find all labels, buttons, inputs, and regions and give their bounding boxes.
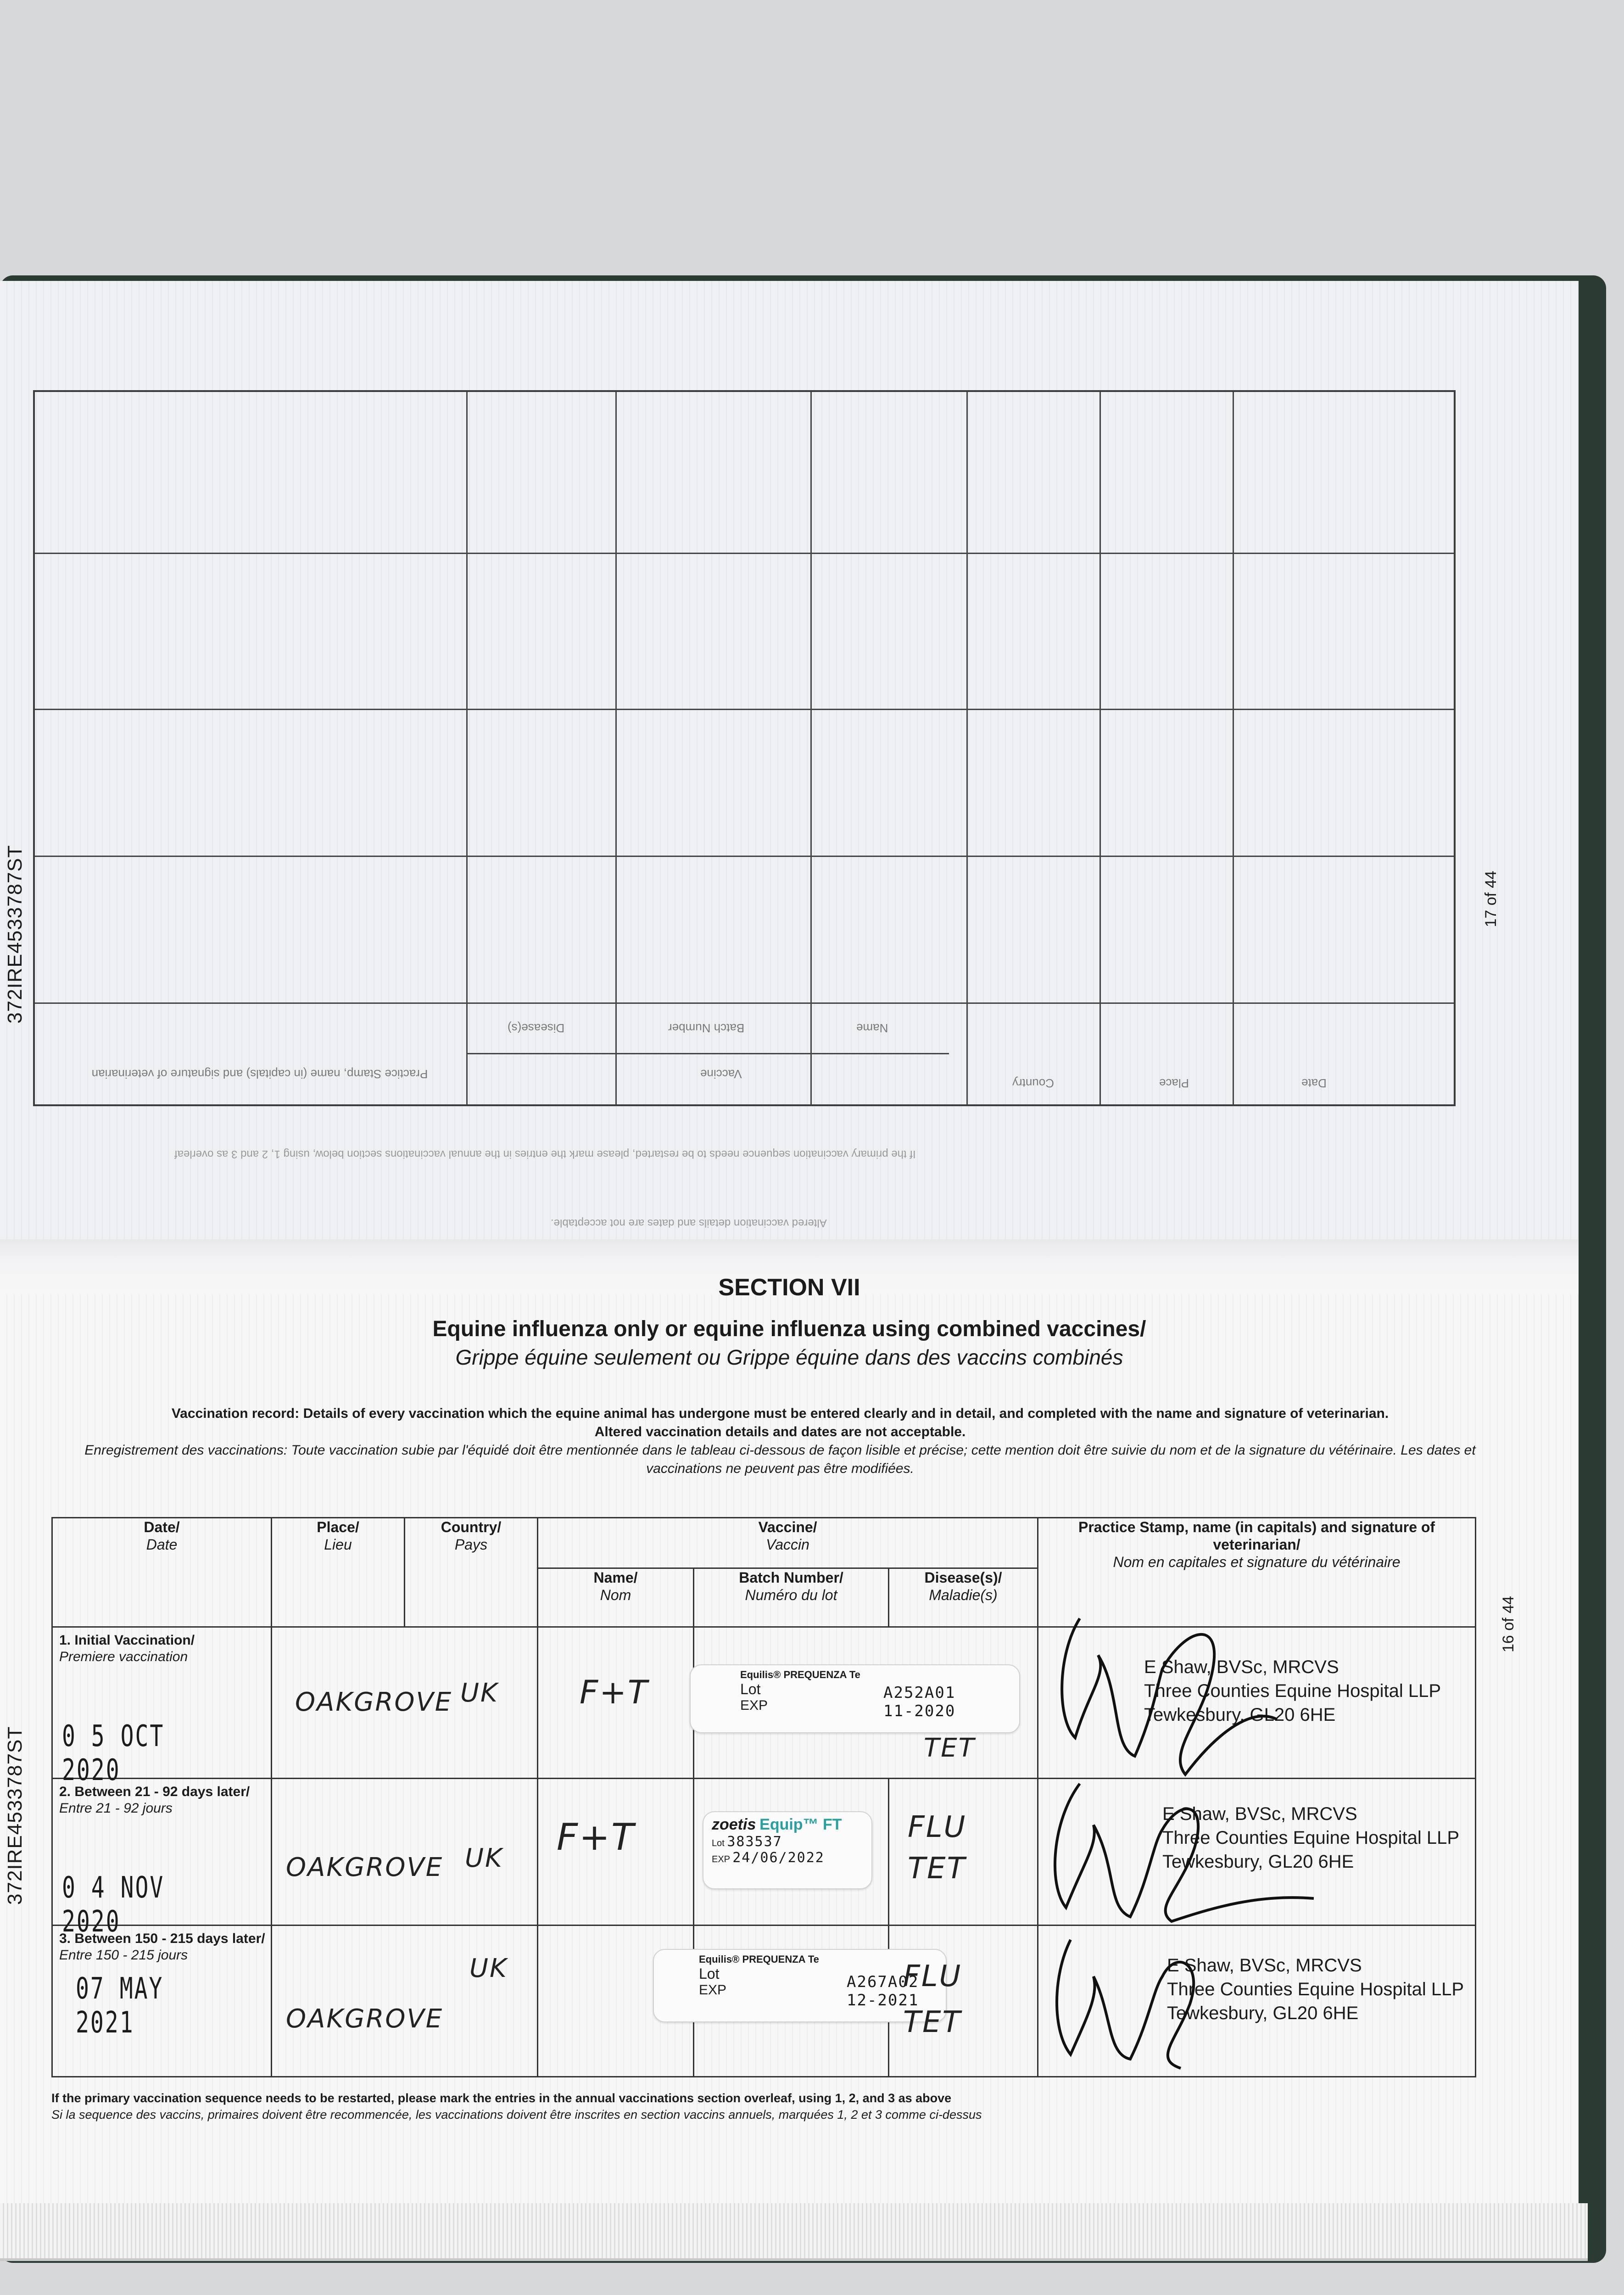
signature-image	[1048, 1600, 1286, 1793]
handwritten-country: UK	[460, 1678, 499, 1708]
signature-image	[1038, 1770, 1314, 1935]
practice-stamp: E Shaw, BVSc, MRCVS Three Counties Equine Hospital LLP Tewkesbury, GL20 6HE	[1144, 1657, 1441, 1725]
header-batch-upside-down: Batch Number	[668, 1021, 745, 1035]
reference-id-top: 372IRE4533787ST	[4, 845, 26, 1024]
cell-date: 2. Between 21 - 92 days later/ Entre 21 - 92 jours 0 4 NOV 2020	[52, 1779, 272, 1926]
batch-sticker: Equilis® PREQUENZA Te Lot EXP A267A02 12-2021	[653, 1949, 947, 2022]
cell-vaccine-name	[538, 1627, 694, 1779]
note-upside-down-1: If the primary vaccination sequence needs to be restarted, please mark the entries in the annual vaccinations section below, using 1, 2 and 3 as overleaf	[174, 1148, 916, 1160]
table-row	[52, 1779, 1476, 1926]
col-place: Place/ Lieu	[272, 1518, 405, 1627]
cell-place-country	[272, 1627, 538, 1779]
cell-disease	[889, 1779, 1038, 1926]
vaccination-table	[51, 1517, 1476, 2077]
cell-place-country	[272, 1779, 538, 1926]
expiry: 11-2020	[883, 1702, 956, 1720]
handwritten-place: OAKGROVE	[286, 1853, 444, 1882]
col-disease: Disease(s)/ Maladie(s)	[889, 1568, 1038, 1627]
section-heading-en: Equine influenza only or equine influenza using combined vaccines/	[432, 1317, 1146, 1341]
batch-sticker: Equilis® PREQUENZA Te Lot EXP A252A01 11-2020	[690, 1664, 1020, 1733]
cell-place-country	[272, 1926, 538, 2077]
section-heading-fr: Grippe équine seulement ou Grippe équine dans des vaccins combinés	[455, 1345, 1123, 1369]
header-name-upside-down: Name	[856, 1021, 888, 1035]
signature-image	[1038, 1921, 1213, 2077]
practice-stamp: E Shaw, BVSc, MRCVS Three Counties Equine Hospital LLP Tewkesbury, GL20 6HE	[1167, 1955, 1464, 2023]
instruction-fr: Enregistrement des vaccinations: Toute vaccination subie par l'équidé doit être mentionnée dans le tableau ci-dessous de façon lisible et précise; cette mention doit être suivie du nom et de la signature du vétérinaire. Les dates et vaccinations ne peuvent pas être modifiées.	[84, 1443, 1476, 1476]
annual-vaccination-table-blank	[33, 390, 1456, 1106]
col-stamp: Practice Stamp, name (in capitals) and signature of veterinarian/ Nom en capitales et signature du vétérinaire	[1038, 1518, 1476, 1627]
header-disease-upside-down: Disease(s)	[508, 1021, 565, 1035]
cell-stamp	[1038, 1926, 1476, 2077]
instruction-en-2: Altered vaccination details and dates are not acceptable.	[594, 1424, 966, 1439]
lot-number: A267A02	[847, 1973, 919, 1991]
cell-date: 3. Between 150 - 215 days later/ Entre 150 - 215 jours 07 MAY 2021	[52, 1926, 272, 2077]
handwritten-country: UK	[469, 1954, 508, 1983]
instruction-en: Vaccination record: Details of every vaccination which the equine animal has undergone must be entered clearly and in detail, and completed with the name and signature of veterinarian.	[171, 1406, 1389, 1421]
col-vaccine: Vaccine/ Vaccin	[538, 1518, 1038, 1568]
cell-batch-disease	[694, 1627, 1038, 1779]
batch-sticker: zoetis Equip™ FT Lot 383537 EXP 24/06/2022	[703, 1811, 872, 1889]
cell-stamp	[1038, 1779, 1476, 1926]
footer-note-en: If the primary vaccination sequence needs to be restarted, please mark the entries in the annual vaccinations section overleaf, using 1, 2, and 3 as above	[51, 2091, 952, 2105]
handwritten-disease: FLU TET	[903, 1959, 962, 2039]
header-place-upside-down: Place	[1159, 1076, 1189, 1090]
page-edges	[0, 2203, 1588, 2261]
header-vaccine-upside-down: Vaccine	[700, 1067, 742, 1081]
expiry: 24/06/2022	[732, 1850, 825, 1866]
date-stamp: 0 4 NOV 2020	[62, 1871, 165, 1939]
date-stamp: 0 5 OCT 2020	[62, 1719, 165, 1787]
handwritten-place: OAKGROVE	[286, 2004, 444, 2034]
cell-batch	[694, 1926, 919, 2077]
cell-disease	[889, 1926, 1038, 2077]
date-stamp: 07 MAY 2021	[76, 1972, 164, 2040]
cell-date: 1. Initial Vaccination/ Premiere vaccination 0 5 OCT 2020	[52, 1627, 272, 1779]
handwritten-country: UK	[465, 1843, 503, 1873]
handwritten-disease: TET	[924, 1733, 976, 1763]
handwritten-name: F+T	[557, 1816, 635, 1858]
handwritten-place: OAKGROVE	[295, 1687, 453, 1717]
header-stamp-upside-down: Practice Stamp, name (in capitals) and signature of veterinarian	[91, 1067, 428, 1081]
handwritten-disease: FLU TET	[908, 1810, 967, 1886]
header-country-upside-down: Country	[1012, 1076, 1055, 1090]
col-batch-number: Batch Number/ Numéro du lot	[694, 1568, 889, 1627]
note-upside-down-2: Altered vaccination details and dates are not acceptable.	[551, 1217, 827, 1229]
handwritten-name: F+T	[580, 1674, 649, 1711]
col-date: Date/ Date	[52, 1518, 272, 1627]
table-row	[52, 1627, 1476, 1779]
reference-id-bottom: 372IRE4533787ST	[4, 1726, 26, 1905]
footer-note-fr: Si la sequence des vaccins, primaires doivent être recommencée, les vaccinations doivent être inscrites en section vaccins annuels, marquées 1, 2 et 3 comme ci-dessus	[51, 2108, 982, 2121]
practice-stamp: E Shaw, BVSc, MRCVS Three Counties Equine Hospital LLP Tewkesbury, GL20 6HE	[1162, 1804, 1460, 1872]
lot-number: 383537	[727, 1834, 782, 1850]
cell-vaccine-name	[538, 1779, 694, 1926]
col-country: Country/ Pays	[405, 1518, 538, 1627]
expiry: 12-2021	[847, 1991, 919, 2010]
cell-stamp	[1038, 1627, 1476, 1779]
lot-number: A252A01	[883, 1684, 956, 1702]
page-number-top: 17 of 44	[1482, 871, 1500, 927]
col-vaccine-name: Name/ Nom	[538, 1568, 694, 1627]
header-date-upside-down: Date	[1301, 1076, 1327, 1090]
table-row	[52, 1926, 1476, 2077]
page-number-bottom: 16 of 44	[1500, 1596, 1517, 1652]
cell-batch	[694, 1779, 889, 1926]
section-title: SECTION VII	[718, 1274, 860, 1301]
